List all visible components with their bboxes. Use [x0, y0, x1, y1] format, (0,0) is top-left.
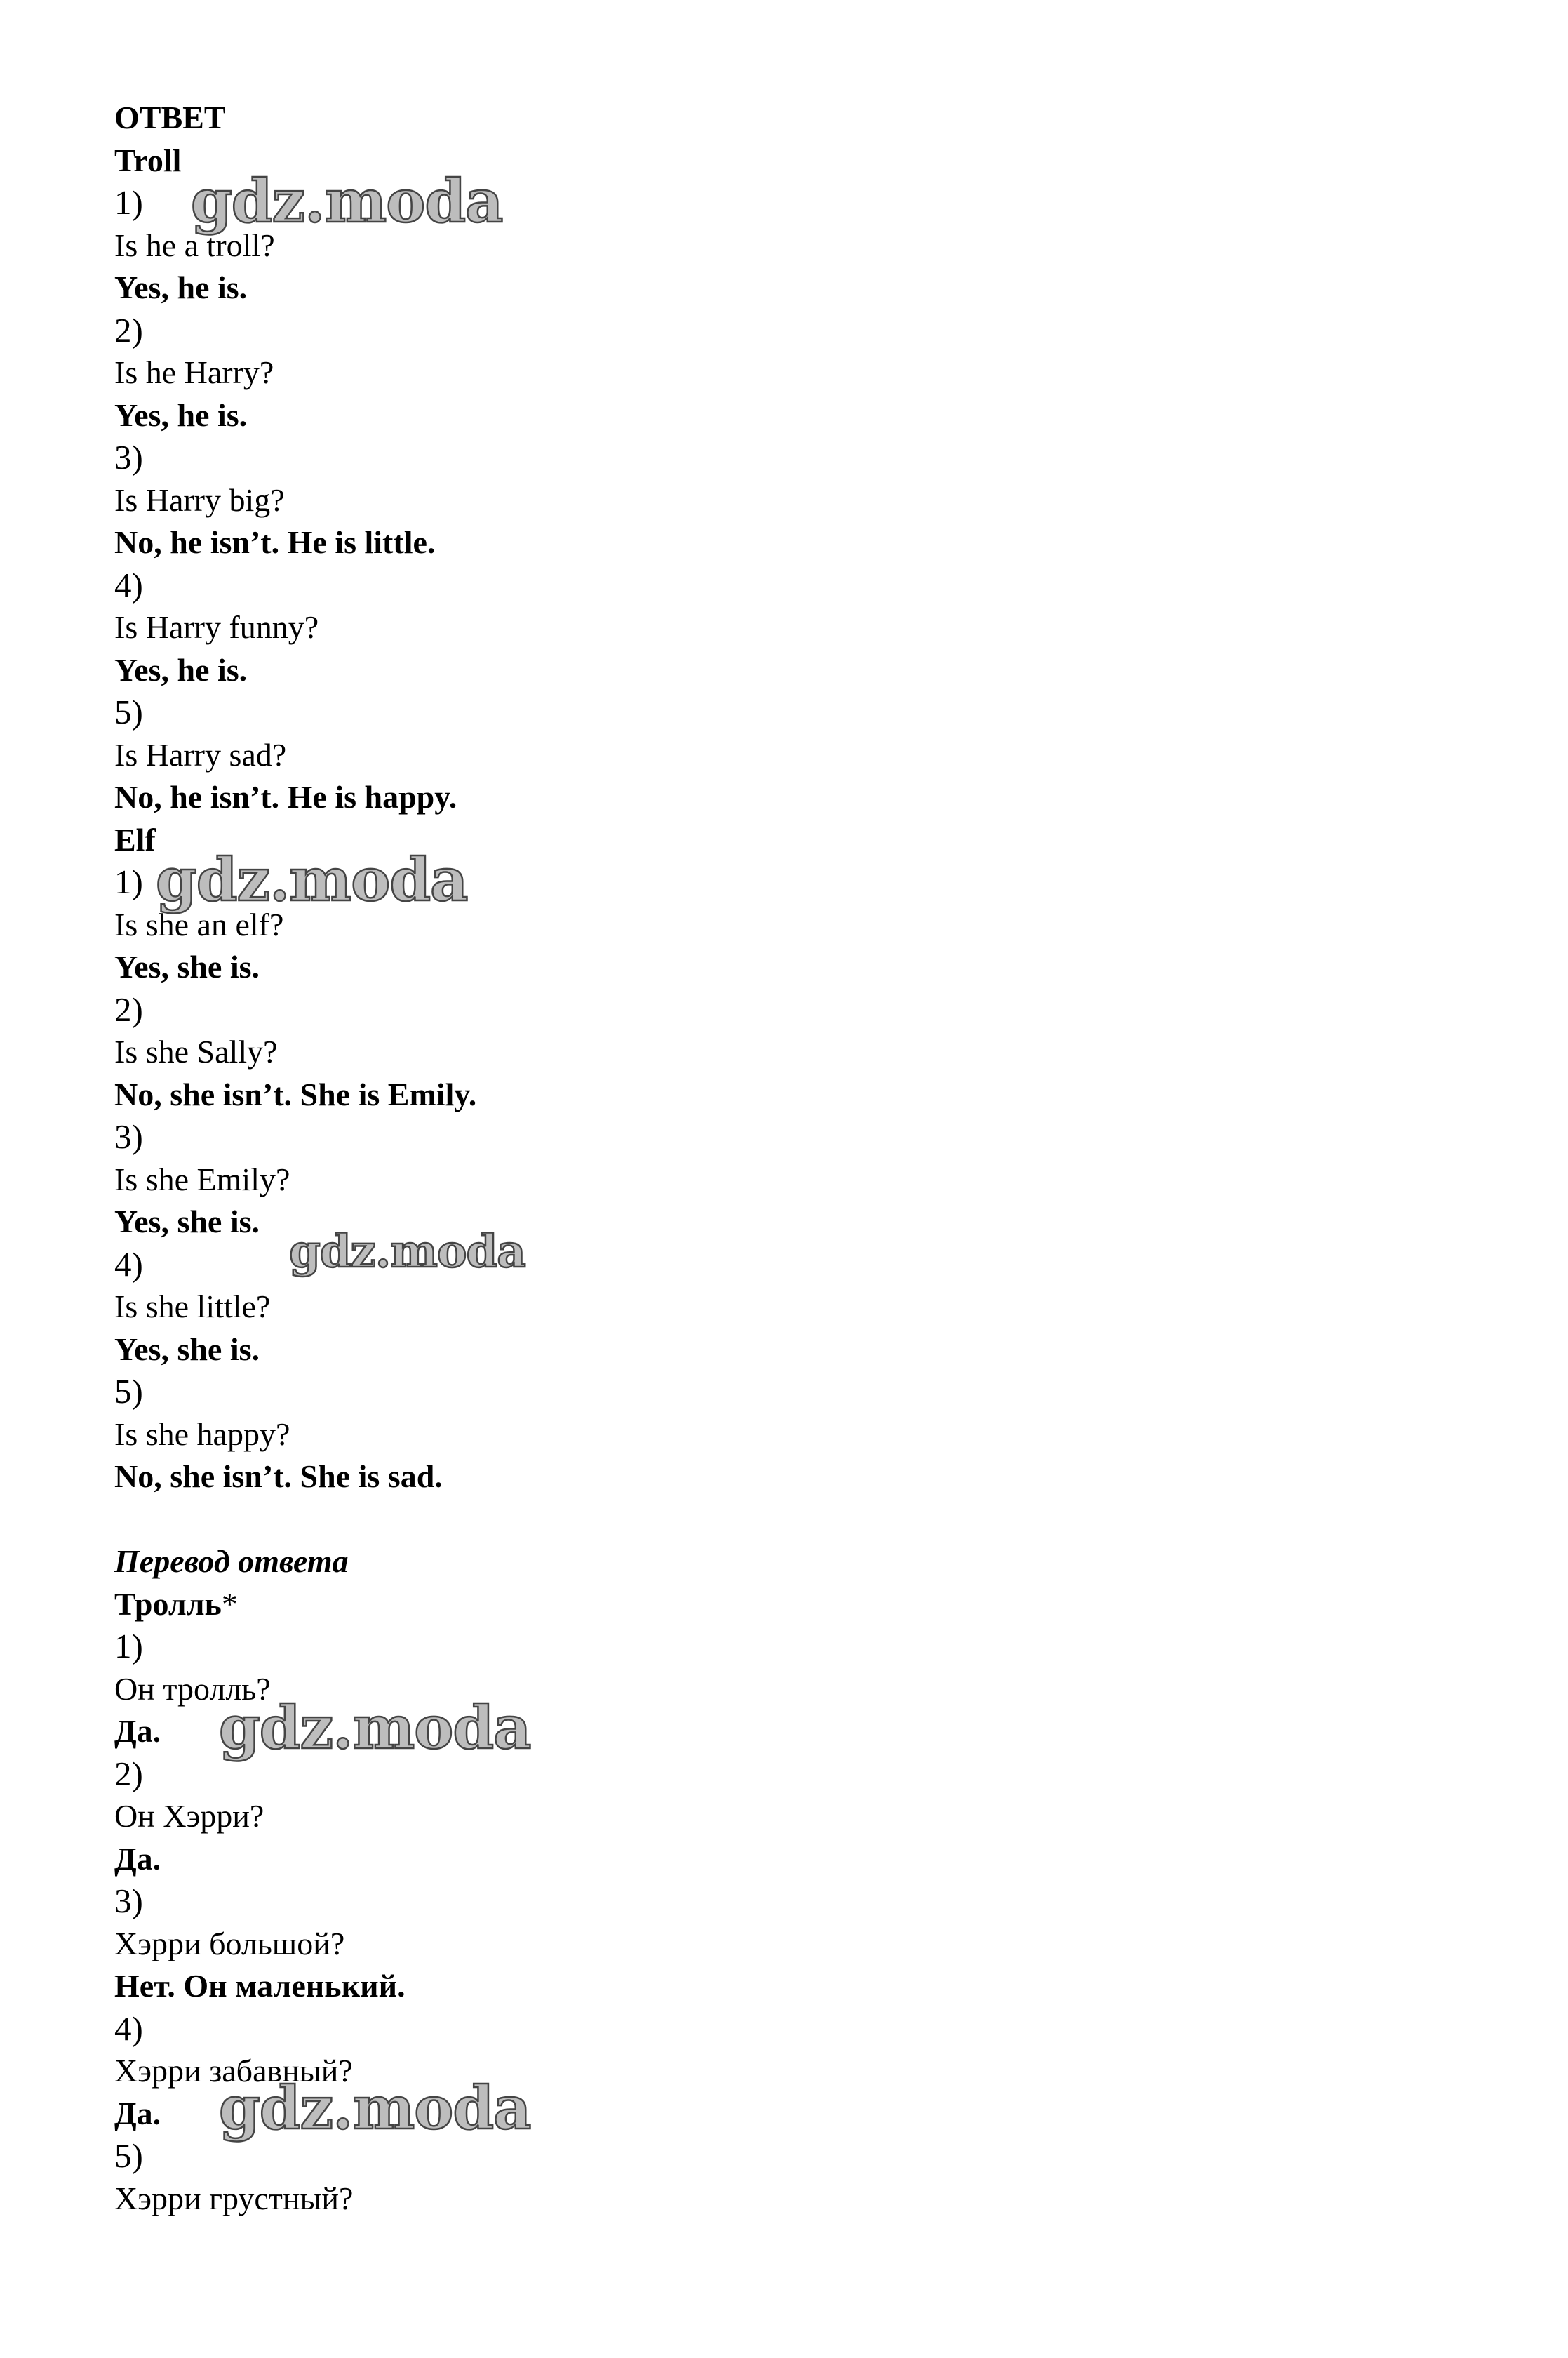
item-number: 5): [114, 2136, 143, 2175]
answer-text: Yes, she is.: [114, 949, 260, 985]
question-text: Is she an elf?: [114, 906, 284, 942]
translation-heading: Перевод ответа: [114, 1543, 349, 1579]
answer-text: No, she isn’t. She is Emily.: [114, 1076, 477, 1112]
watermark-logo: gdz.moda: [191, 166, 503, 236]
watermark-logo: gdz.moda: [219, 2073, 531, 2143]
question-text: Он тролль?: [114, 1670, 271, 1707]
item-number: 2): [114, 1754, 143, 1793]
question-text: Is Harry funny?: [114, 609, 319, 645]
question-text: Is she little?: [114, 1288, 271, 1324]
answer-heading: ОТВЕТ: [114, 100, 226, 135]
translation-title-line: [114, 1583, 1447, 1626]
answer-text: Yes, she is.: [114, 1204, 260, 1239]
item-number: 4): [114, 1244, 143, 1284]
section-gap: [114, 1498, 1447, 1541]
item-number: 3): [114, 1117, 143, 1156]
answer-text: Yes, she is.: [114, 1331, 260, 1367]
item-number: 3): [114, 1881, 143, 1920]
item-number: 1): [114, 1627, 143, 1665]
item-number: 1): [114, 183, 143, 222]
question-text: Хэрри большой?: [114, 1925, 345, 1961]
watermark-logo: gdz.moda: [289, 1225, 525, 1278]
watermark-logo: gdz.moda: [219, 1693, 531, 1762]
item-number: 3): [114, 438, 143, 477]
section-title-troll: Troll: [114, 142, 182, 178]
question-text: Он Хэрри?: [114, 1798, 264, 1834]
question-text: Is he Harry?: [114, 354, 274, 390]
item-number: 5): [114, 1372, 143, 1411]
item-number: 1): [114, 862, 143, 901]
answer-text: Yes, he is.: [114, 397, 248, 433]
item-number: 5): [114, 693, 143, 731]
answer-text: Нет. Он маленький.: [114, 1968, 406, 2004]
document-page: [114, 97, 1447, 2220]
answer-text: No, she isn’t. She is sad.: [114, 1458, 443, 1494]
question-text: Is Harry big?: [114, 481, 285, 518]
answer-text: No, he isn’t. He is little.: [114, 524, 436, 560]
question-text: Is she Emily?: [114, 1161, 290, 1197]
answer-text: Да.: [114, 1713, 161, 1749]
item-number: 4): [114, 565, 143, 604]
question-text: Is he a troll?: [114, 227, 275, 263]
translation-title: Тролль: [114, 1585, 222, 1622]
item-number: 2): [114, 310, 143, 349]
watermark-logo: gdz.moda: [156, 845, 468, 914]
item-number: 4): [114, 2009, 143, 2048]
answer-text: No, he isn’t. He is happy.: [114, 779, 457, 815]
question-text: Is she happy?: [114, 1416, 290, 1452]
question-text: Is Harry sad?: [114, 736, 287, 773]
answer-text: Да.: [114, 2095, 161, 2131]
section-title-elf: Elf: [114, 821, 156, 858]
item-number: 2): [114, 990, 143, 1029]
footnote-mark: *: [221, 1585, 238, 1622]
question-text: Хэрри забавный?: [114, 2053, 353, 2089]
answer-text: Да.: [114, 1840, 161, 1877]
answer-text: Yes, he is.: [114, 651, 248, 688]
answer-text: Yes, he is.: [114, 269, 248, 305]
question-text: Хэрри грустный?: [114, 2180, 354, 2216]
question-text: Is she Sally?: [114, 1034, 278, 1070]
